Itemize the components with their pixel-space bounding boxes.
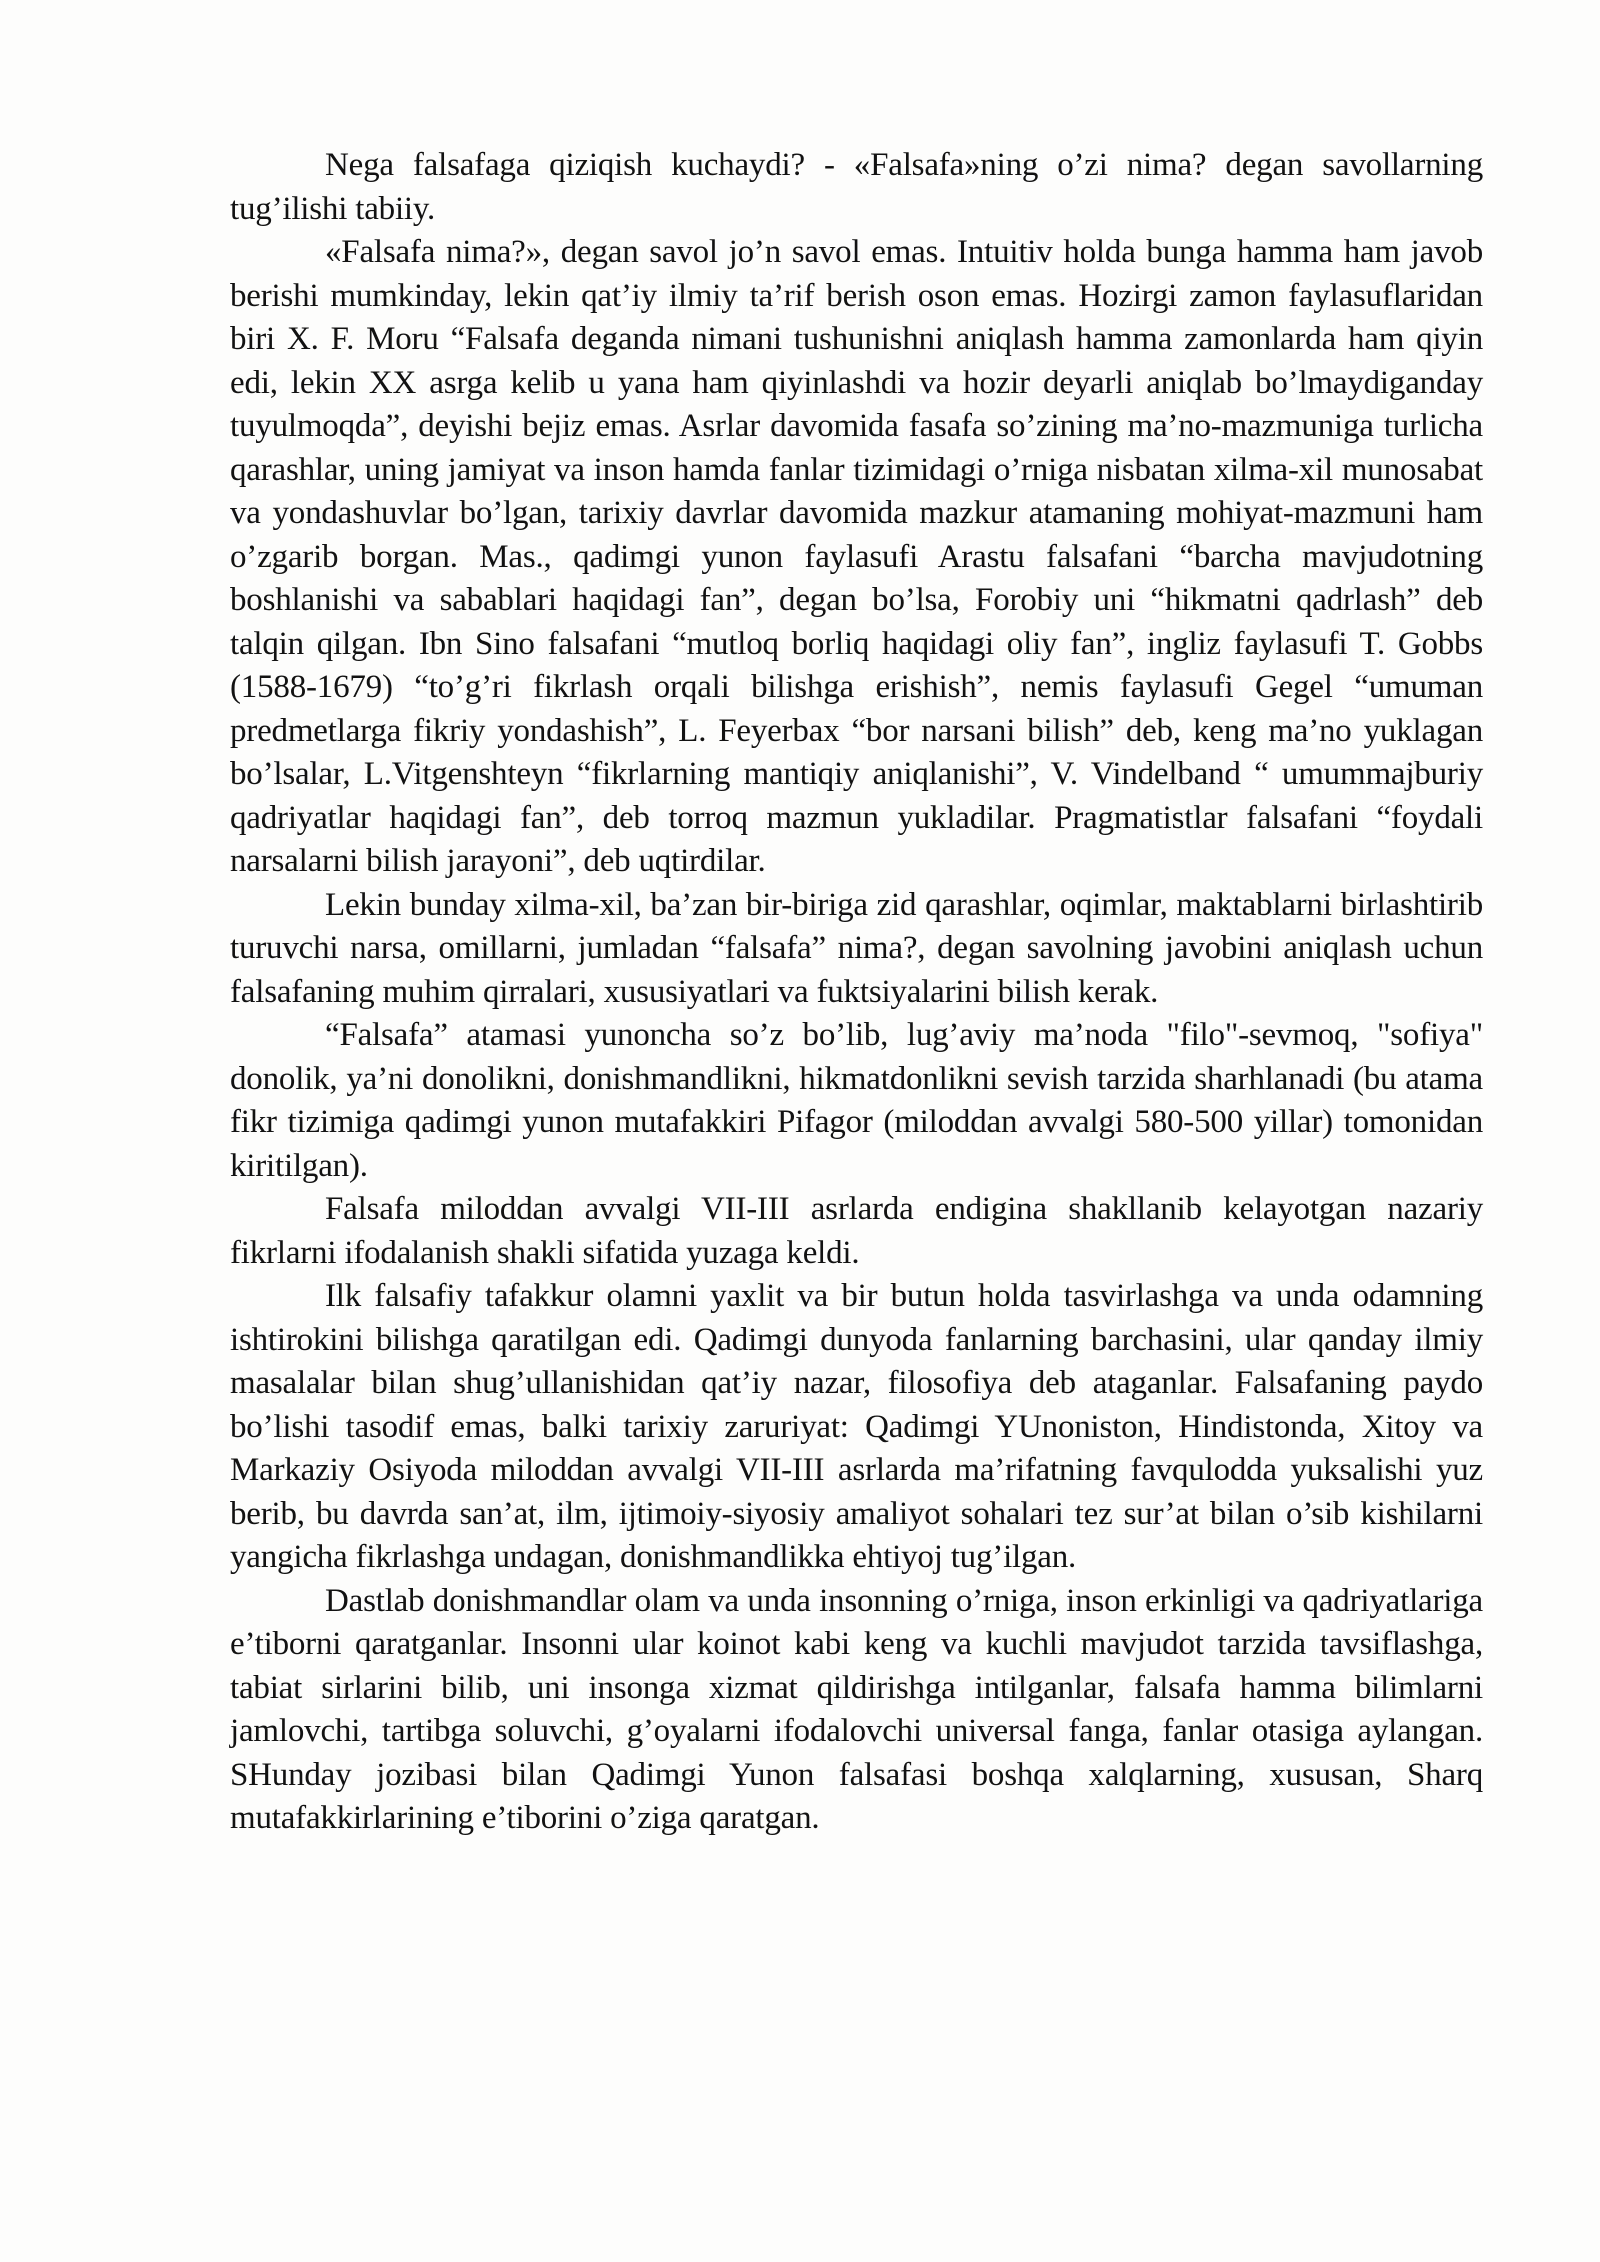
paragraph: Falsafa miloddan avvalgi VII-III asrlarda endigina shakllanib kelayotgan nazariy fikrlarni ifodalanish shakli sifatida yuzaga keldi. bbox=[230, 1191, 1483, 1271]
document-body bbox=[230, 144, 1483, 1841]
paragraph: Lekin bunday xilma-xil, ba’zan bir-biriga zid qarashlar, oqimlar, maktablarni birlashtirib turuvchi narsa, omillarni, jumladan “falsafa” nima?, degan savolning javobini aniqlash uchun falsafaning muhim qirralari, xususiyatlari va fuktsiyalarini bilish kerak. bbox=[230, 886, 1483, 1010]
paragraph: Nega falsafaga qiziqish kuchaydi? - «Falsafa»ning o’zi nima? degan savollarning tug’ilishi tabiiy. bbox=[230, 147, 1483, 227]
paragraph: «Falsafa nima?», degan savol jo’n savol emas. Intuitiv holda bunga hamma ham javob berishi mumkinday, lekin qat’iy ilmiy ta’rif berish oson emas. Hozirgi zamon faylasuflaridan biri X. F. Moru “Falsafa deganda nimani tushunishni aniqlash hamma zamonlarda ham qiyin edi, lekin XX asrga kelib u yana ham qiyinlashdi va hozir deyarli aniqlab bo’lmaydiganday tuyulmoqda”, deyishi bejiz emas. Asrlar davomida fasafa so’zining ma’no-mazmuniga turlicha qarashlar, uning jamiyat va inson hamda fanlar tizimidagi o’rniga nisbatan xilma-xil munosabat va yondashuvlar bo’lgan, tarixiy davrlar davomida mazkur atamaning mohiyat-mazmuni ham o’zgarib borgan. Mas., qadimgi yunon faylasufi Arastu falsafani “barcha mavjudotning boshlanishi va sabablari haqidagi fan”, degan bo’lsa, Forobiy uni “hikmatni qadrlash” deb talqin qilgan. Ibn Sino falsafani “mutloq borliq haqidagi oliy fan”, ingliz faylasufi T. Gobbs (1588-1679) “to’g’ri fikrlash orqali bilishga erishish”, nemis faylasufi Gegel “umuman predmetlarga fikriy yondashish”, L. Feyerbax “bor narsani bilish” deb, keng ma’no yuklagan bo’lsalar, L.Vitgenshteyn “fikrlarning mantiqiy aniqlanishi”, V. Vindelband “ umummajburiy qadriyatlar haqidagi fan”, deb torroq mazmun yukladilar. Pragmatistlar falsafani “foydali narsalarni bilish jarayoni”, deb uqtirdilar. bbox=[230, 234, 1483, 879]
paragraph: Ilk falsafiy tafakkur olamni yaxlit va bir butun holda tasvirlashga va unda odamning ishtirokini bilishga qaratilgan edi. Qadimgi dunyoda fanlarning barchasini, ular qanday ilmiy masalalar bilan shug’ullanishidan qat’iy nazar, filosofiya deb ataganlar. Falsafaning paydo bo’lishi tasodif emas, balki tarixiy zaruriyat: Qadimgi YUnoniston, Hindistonda, Xitoy va Markaziy Osiyoda miloddan avvalgi VII-III asrlarda ma’rifatning favqulodda yuksalishi yuz berib, bu davrda san’at, ilm, ijtimoiy-siyosiy amaliyot sohalari tez sur’at bilan o’sib kishilarni yangicha fikrlashga undagan, donishmandlikka ehtiyoj tug’ilgan. bbox=[230, 1278, 1483, 1575]
paragraph: Dastlab donishmandlar olam va unda insonning o’rniga, inson erkinligi va qadriyatlariga e’tiborni qaratganlar. Insonni ular koinot kabi keng va kuchli mavjudot tarzida tavsiflashga, tabiat sirlarini bilib, uni insonga xizmat qildirishga intilganlar, falsafa hamma bilimlarni jamlovchi, tartibga soluvchi, g’oyalarni ifodalovchi universal fanga, fanlar otasiga aylangan. SHunday jozibasi bilan Qadimgi Yunon falsafasi boshqa xalqlarning, xususan, Sharq mutafakkirlarining e’tiborini o’ziga qaratgan. bbox=[230, 1582, 1483, 1836]
paragraph: “Falsafa” atamasi yunoncha so’z bo’lib, lug’aviy ma’noda "filo"-sevmoq, "sofiya" donolik, ya’ni donolikni, donishmandlikni, hikmatdonlikni sevish tarzida sharhlanadi (bu atama fikr tizimiga qadimgi yunon mutafakkiri Pifagor (miloddan avvalgi 580-500 yillar) tomonidan kiritilgan). bbox=[230, 1017, 1483, 1184]
